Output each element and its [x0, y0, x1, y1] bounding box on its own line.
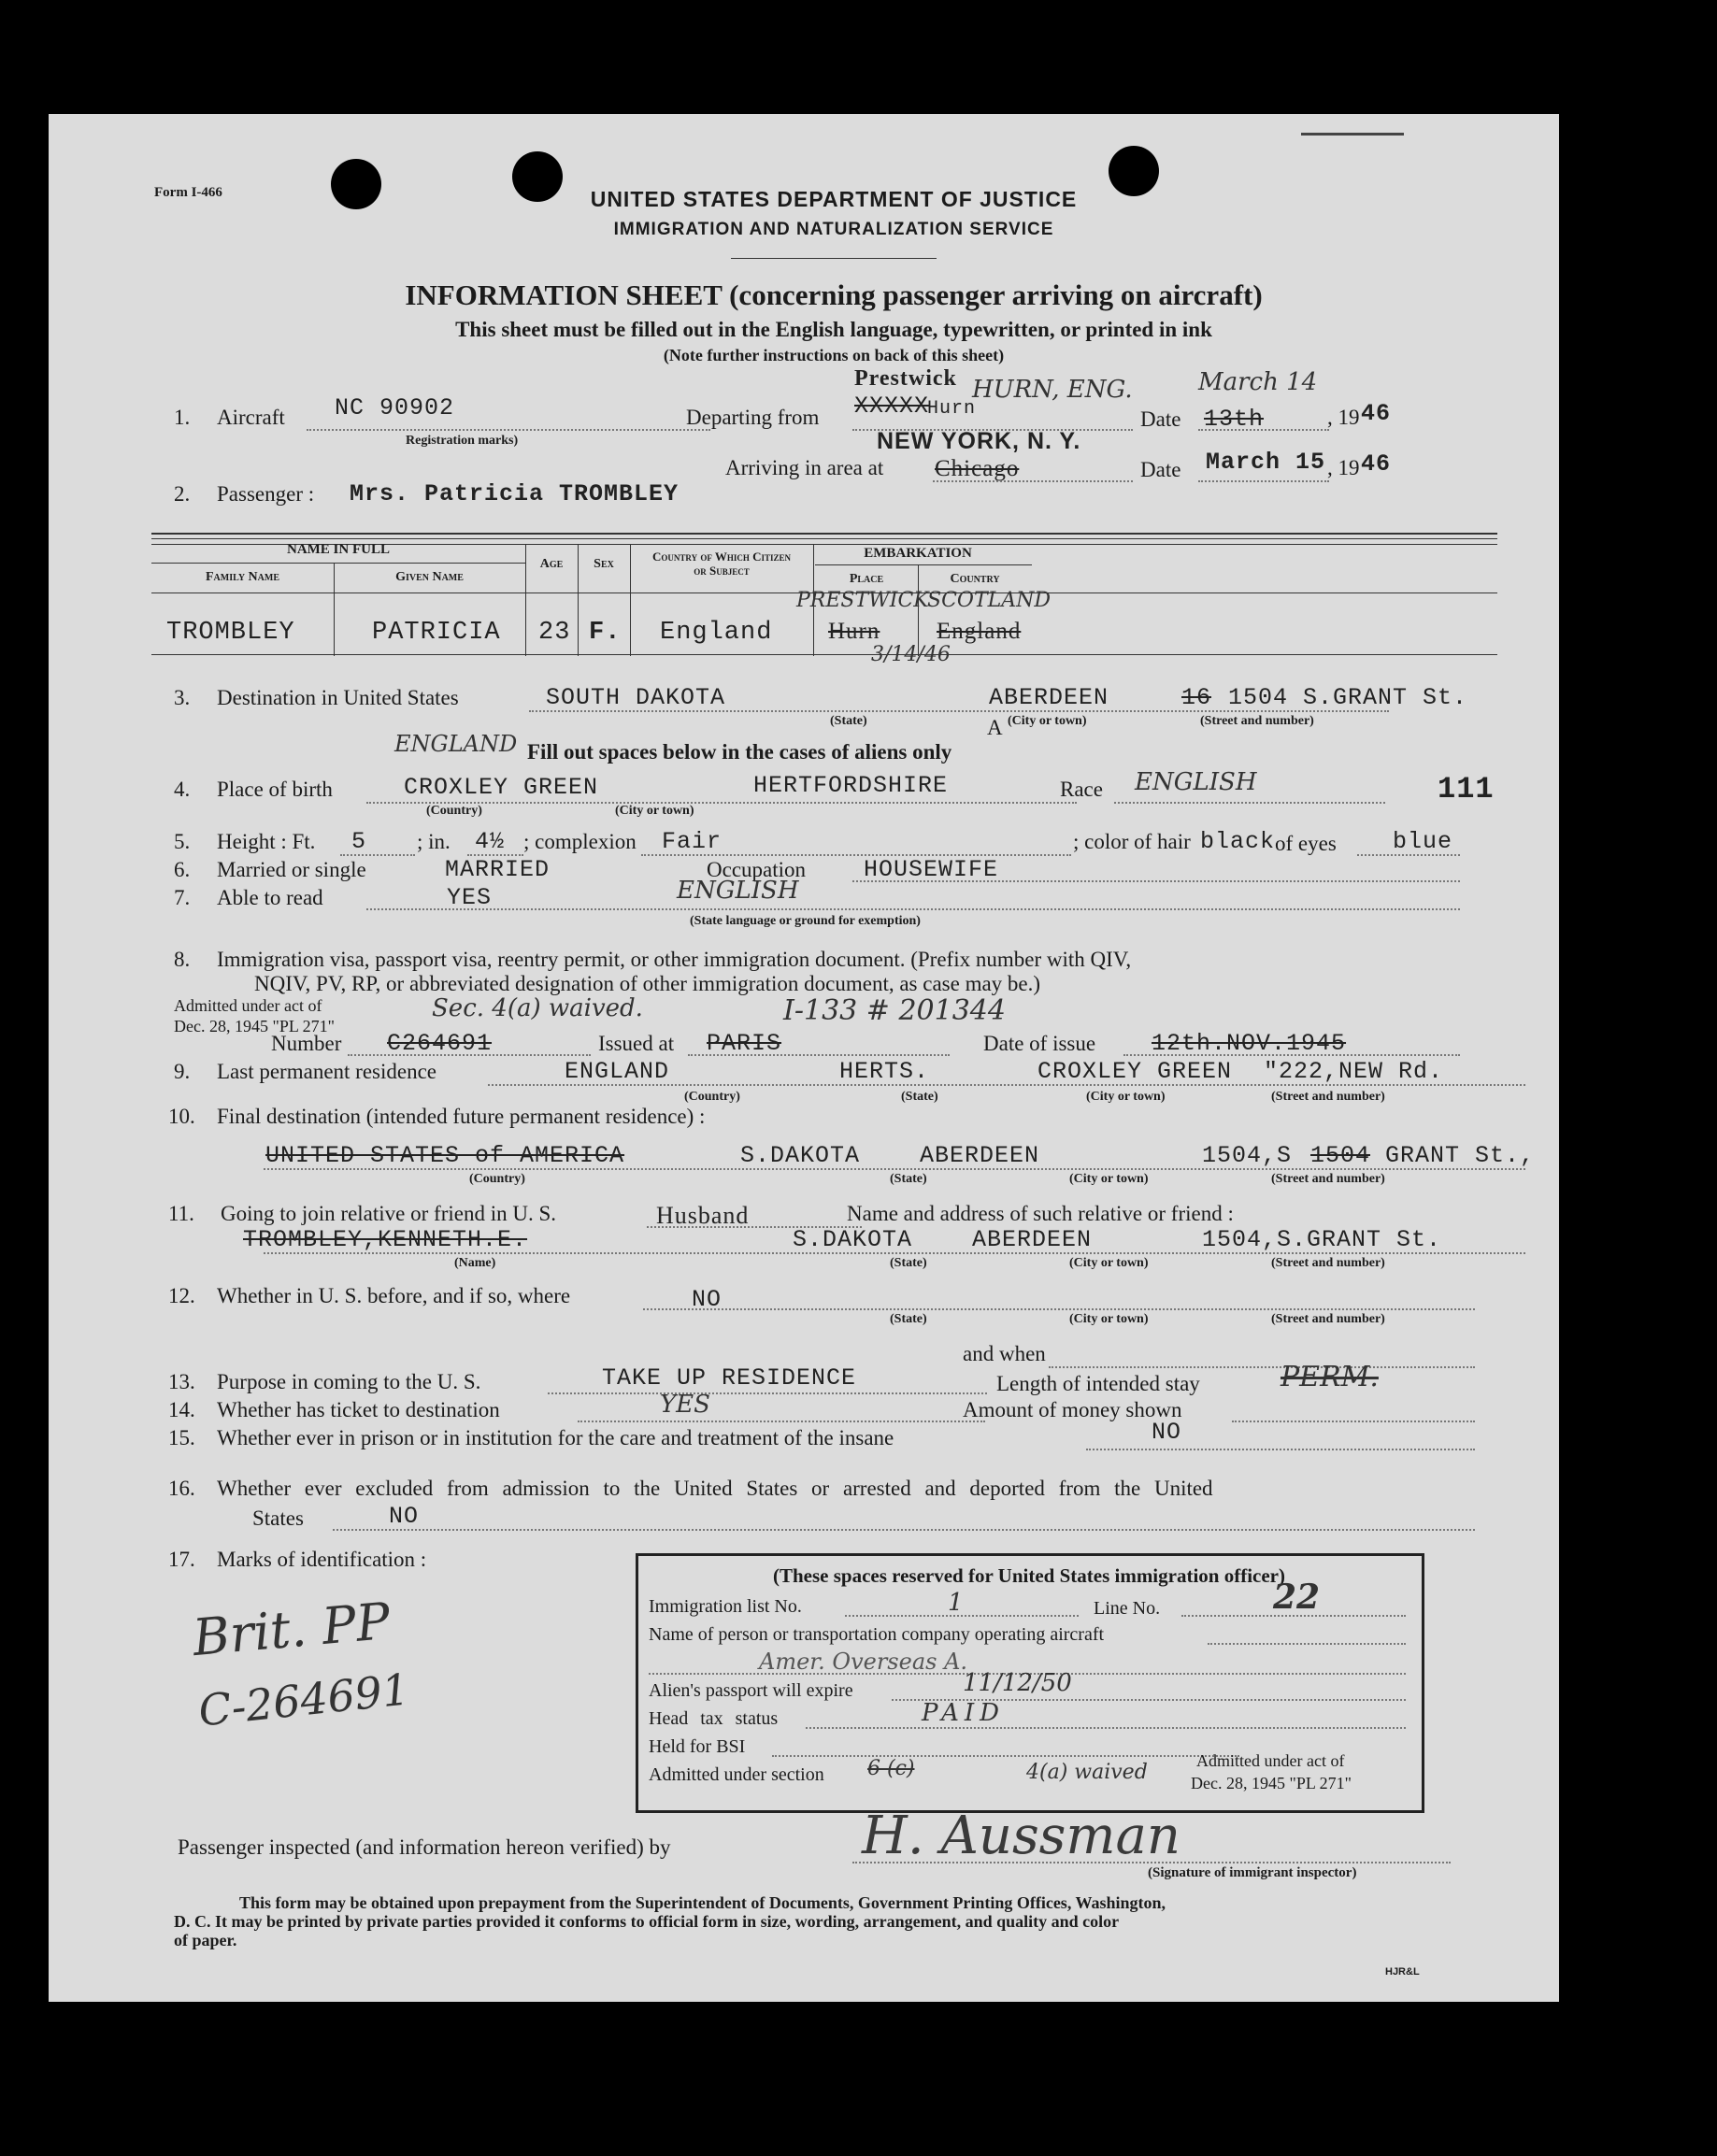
table-col-2 — [525, 544, 526, 656]
residence-city-caption: (City or town) — [1086, 1090, 1166, 1104]
aircraft-value: NC 90902 — [335, 394, 455, 421]
destination-street-caption: (Street and number) — [1200, 714, 1314, 728]
arrival-year: 46 — [1361, 450, 1392, 478]
relative-street-caption: (Street and number) — [1271, 1256, 1385, 1270]
table-row-given: PATRICIA — [372, 619, 501, 647]
punch-hole-left — [331, 159, 381, 209]
prison-value: NO — [1152, 1419, 1182, 1446]
passenger-label: Passenger : — [217, 482, 315, 506]
date-label: Date — [1140, 407, 1181, 431]
officer-bsi-label: Held for BSI — [649, 1736, 746, 1757]
punch-hole-right — [1109, 146, 1159, 196]
table-row-sex: F. — [589, 619, 622, 647]
table-given-header: Given Name — [395, 570, 464, 584]
eyes-value: blue — [1393, 828, 1453, 855]
date-of-issue-label: Date of issue — [983, 1032, 1096, 1055]
purpose-value: TAKE UP RESIDENCE — [602, 1364, 857, 1392]
residence-country-caption: (Country) — [684, 1090, 740, 1104]
year-value: 46 — [1361, 400, 1392, 427]
item-6-number: 6. — [174, 858, 191, 881]
table-row-country-struck: England — [937, 619, 1022, 644]
visa-text-2: NQIV, PV, RP, or abbreviated designation of other immigration document, as case may be.) — [254, 972, 1041, 995]
residence-city: CROXLEY GREEN — [1037, 1058, 1233, 1085]
final-destination-label: Final destination (intended future permanent residence) : — [217, 1105, 706, 1128]
prison-label: Whether ever in prison or in institution for the care and treatment of the insane — [217, 1426, 894, 1449]
destination-a-mark: A — [987, 716, 1003, 739]
hair-value: black — [1200, 828, 1276, 855]
issued-label: Issued at — [598, 1032, 675, 1055]
table-name-rule — [151, 563, 525, 564]
departing-label: Departing from — [686, 406, 820, 429]
excluded-dots — [333, 1529, 1475, 1531]
table-name-in-full: NAME IN FULL — [286, 542, 390, 557]
officer-list-value: 1 — [948, 1589, 964, 1617]
table-row-country-hw: SCOTLAND — [927, 589, 1051, 612]
signature-dots — [852, 1862, 1451, 1863]
departing-prestwick: Prestwick — [854, 366, 957, 391]
relative-name: TROMBLEY,KENNETH.E. — [243, 1226, 528, 1253]
item-10-number: 10. — [168, 1105, 195, 1128]
footer-text-2: D. C. It may be printed by private parties provided it conforms to official form in size, wording, arrangement, and quality and color — [174, 1912, 1120, 1931]
final-destination-street: 1504,S — [1202, 1142, 1293, 1169]
table-row-place-struck: Hurn — [828, 619, 880, 644]
residence-label: Last permanent residence — [217, 1060, 436, 1083]
prison-dots — [1086, 1449, 1475, 1450]
married-value: MARRIED — [445, 856, 551, 883]
height-ft: 5 — [351, 828, 367, 855]
form-number: Form I-466 — [154, 185, 222, 200]
item-16-number: 16. — [168, 1477, 195, 1500]
final-destination-street-2: GRANT St., — [1385, 1142, 1536, 1169]
birth-county: HERTFORDSHIRE — [753, 772, 949, 799]
footer-text-3: of paper. — [174, 1931, 237, 1949]
visa-handwritten-number: I-133 # 201344 — [783, 994, 1006, 1027]
destination-city-caption: (City or town) — [1008, 714, 1087, 728]
before-value: NO — [692, 1286, 723, 1313]
before-dots — [643, 1308, 1475, 1310]
departing-handwritten: HURN, ENG. — [972, 376, 1133, 404]
purpose-dots — [548, 1392, 987, 1394]
before-label: Whether in U. S. before, and if so, where — [217, 1284, 571, 1307]
residence-country: ENGLAND — [565, 1058, 670, 1085]
item-17-number: 17. — [168, 1548, 195, 1571]
date-handwritten: March 14 — [1198, 368, 1318, 396]
departing-hurn: Hurn — [927, 398, 977, 420]
table-place-header: Place — [849, 572, 884, 586]
relative-city: ABERDEEN — [972, 1226, 1093, 1253]
item-4-number: 4. — [174, 778, 191, 801]
visa-stamp-1: Admitted under act of — [174, 996, 322, 1015]
department-heading: UNITED STATES DEPARTMENT OF JUSTICE — [590, 187, 1078, 211]
join-relation: Husband — [656, 1202, 750, 1229]
height-in: 4½ — [475, 828, 506, 855]
marks-handwritten-2: C-264691 — [195, 1663, 412, 1736]
item-11-number: 11. — [168, 1202, 194, 1225]
residence-street: "222,NEW Rd. — [1264, 1058, 1444, 1085]
table-rule-top1 — [151, 533, 1497, 535]
relative-street: 1504,S.GRANT St. — [1202, 1226, 1442, 1253]
table-bottom — [151, 654, 1497, 655]
race-code: 111 — [1438, 772, 1495, 807]
read-language: ENGLISH — [677, 877, 799, 905]
form-note: (Note further instructions on back of this sheet) — [663, 346, 1005, 364]
item-14-number: 14. — [168, 1398, 195, 1421]
relative-city-caption: (City or town) — [1069, 1256, 1149, 1270]
officer-heading: (These spaces reserved for United States immigration officer) — [772, 1564, 1285, 1587]
ticket-dots — [578, 1421, 985, 1422]
visa-number-value: C264691 — [387, 1030, 493, 1057]
purpose-label: Purpose in coming to the U. S. — [217, 1370, 481, 1393]
arrival-date-label: Date — [1140, 458, 1181, 481]
residence-state: HERTS. — [839, 1058, 930, 1085]
visa-number-dots — [348, 1054, 591, 1056]
read-label: Able to read — [217, 886, 323, 909]
residence-state-caption: (State) — [901, 1090, 938, 1104]
final-street-caption: (Street and number) — [1271, 1172, 1385, 1186]
header-rule — [731, 258, 937, 259]
excluded-text-2: States — [252, 1506, 304, 1530]
table-col-4 — [630, 544, 631, 656]
table-embarkation-header: EMBARKATION — [864, 546, 972, 561]
join-label: Going to join relative or friend in U. S. — [221, 1202, 556, 1225]
form-title: INFORMATION SHEET (concerning passenger arriving on aircraft) — [405, 278, 1263, 311]
relative-name-caption: (Name) — [454, 1256, 496, 1270]
top-marks — [1301, 133, 1404, 139]
arriving-chicago: Chicago — [935, 456, 1020, 481]
final-city-caption: (City or town) — [1069, 1172, 1149, 1186]
relative-address-label: Name and address of such relative or friend : — [847, 1202, 1234, 1225]
read-value: YES — [447, 884, 493, 911]
height-label: Height : Ft. — [217, 830, 316, 853]
officer-expire-value: 11/12/50 — [963, 1669, 1072, 1697]
occupation-value: HOUSEWIFE — [864, 856, 999, 883]
officer-bsi-dots — [772, 1755, 1239, 1757]
birth-place: CROXLEY GREEN — [404, 774, 599, 801]
item-2-number: 2. — [174, 482, 191, 506]
table-row-place-hw: PRESTWICK — [796, 589, 929, 612]
ticket-label: Whether has ticket to destination — [217, 1398, 500, 1421]
table-family-header: Family Name — [205, 570, 280, 584]
item-5-number: 5. — [174, 830, 191, 853]
arriving-ny: NEW YORK, N. Y. — [877, 428, 1081, 454]
table-emb-country-header: Country — [950, 572, 1000, 586]
excluded-value: NO — [389, 1503, 420, 1530]
table-row-age: 23 — [538, 619, 571, 647]
destination-state-caption: (State) — [830, 714, 867, 728]
officer-tax-label: Head tax status — [649, 1708, 779, 1729]
officer-section-struck: 6 (c) — [867, 1757, 915, 1780]
destination-state: SOUTH DAKOTA — [546, 684, 726, 711]
occupation-dots — [852, 880, 1460, 882]
table-col-3 — [578, 544, 579, 656]
final-state-caption: (State) — [890, 1172, 927, 1186]
aircraft-dots — [307, 429, 710, 431]
officer-line-value: 22 — [1273, 1578, 1321, 1617]
form-subtitle: This sheet must be filled out in the English language, typewritten, or printed in ink — [455, 318, 1212, 341]
table-country-header: Country of Which Citizen or Subject — [652, 550, 791, 578]
table-sex-header: Sex — [594, 557, 614, 571]
height-in-label: ; in. — [417, 830, 451, 853]
aliens-heading: Fill out spaces below in the cases of aliens only — [527, 740, 952, 764]
birth-country-caption: (Country) — [426, 804, 482, 818]
eyes-label: of eyes — [1275, 832, 1337, 855]
arrival-date-dots — [1198, 480, 1329, 482]
birth-label: Place of birth — [217, 778, 333, 801]
aircraft-label: Aircraft — [217, 406, 285, 429]
table-embark-rule — [815, 564, 1032, 565]
officer-company-value: Amer. Overseas A. — [759, 1649, 968, 1675]
stay-value: PERM. — [1281, 1361, 1379, 1393]
excluded-text-1: Whether ever excluded from admission to the United States or arrested and deported from the United — [217, 1477, 1213, 1500]
footer-text-1: This form may be obtained upon prepayment from the Superintendent of Documents, Government Printing Offices, Washington, — [239, 1893, 1166, 1912]
date-of-issue-value: 12th.NOV.1945 — [1152, 1030, 1347, 1057]
table-row-date-hw: 3/14/46 — [871, 643, 951, 666]
stay-label: Length of intended stay — [996, 1372, 1200, 1395]
officer-section-value: 4(a) waived — [1026, 1761, 1148, 1784]
complexion-label: ; complexion — [523, 830, 637, 853]
officer-tax-dots — [806, 1727, 1406, 1729]
visa-text-1: Immigration visa, passport visa, reentry permit, or other immigration document. (Prefix number with QIV, — [217, 948, 1132, 971]
passenger-value: Mrs. Patricia TROMBLEY — [350, 480, 680, 507]
destination-city: ABERDEEN — [989, 684, 1109, 711]
signature-caption: (Signature of immigrant inspector) — [1148, 1865, 1357, 1880]
residence-street-caption: (Street and number) — [1271, 1090, 1385, 1104]
final-destination-state: S.DAKOTA — [740, 1142, 861, 1169]
item-9-number: 9. — [174, 1060, 191, 1083]
officer-section-label: Admitted under section — [649, 1764, 824, 1785]
item-7-number: 7. — [174, 886, 191, 909]
final-destination-city: ABERDEEN — [920, 1142, 1040, 1169]
visa-number-label: Number — [271, 1032, 342, 1055]
officer-stamp-2: Dec. 28, 1945 "PL 271" — [1191, 1774, 1352, 1792]
item-15-number: 15. — [168, 1426, 195, 1449]
money-dots — [1232, 1421, 1475, 1422]
registration-caption: Registration marks) — [406, 434, 519, 448]
final-destination-country: UNITED STATES of AMERICA — [265, 1142, 625, 1169]
race-value: ENGLISH — [1135, 768, 1257, 796]
officer-tax-value: PAID — [922, 1699, 1005, 1727]
arriving-label: Arriving in area at — [725, 456, 884, 479]
inspector-signature: H. Aussman — [862, 1806, 1180, 1866]
before-state-caption: (State) — [890, 1312, 927, 1326]
hair-label: ; color of hair — [1073, 830, 1191, 853]
destination-label: Destination in United States — [217, 686, 459, 709]
year-prefix: , 19 — [1327, 406, 1360, 429]
officer-line-label: Line No. — [1094, 1598, 1161, 1619]
when-dots — [1049, 1366, 1475, 1368]
final-destination-street-struck: 1504 — [1310, 1142, 1371, 1169]
race-label: Race — [1060, 778, 1103, 801]
service-heading: IMMIGRATION AND NATURALIZATION SERVICE — [613, 220, 1054, 239]
table-age-header: Age — [539, 557, 564, 571]
punch-hole-center — [512, 151, 563, 202]
read-caption: (State language or ground for exemption) — [690, 914, 921, 928]
married-label: Married or single — [217, 858, 366, 881]
officer-stamp-1: Admitted under act of — [1196, 1751, 1345, 1770]
arriving-dots — [933, 480, 1133, 482]
visa-handwritten-section: Sec. 4(a) waived. — [432, 994, 643, 1022]
table-row-citizen: England — [660, 619, 773, 647]
race-dots — [1114, 802, 1385, 804]
before-street-caption: (Street and number) — [1271, 1312, 1385, 1326]
table-row-family: TROMBLEY — [166, 619, 295, 647]
ticket-value: YES — [660, 1391, 710, 1419]
arrival-date: March 15 — [1206, 449, 1326, 476]
date-of-issue-dots — [1123, 1054, 1460, 1056]
date-dots — [1198, 429, 1329, 431]
when-label: and when — [963, 1342, 1046, 1365]
table-rule-top2 — [151, 538, 1497, 539]
printer-mark: HJR&L — [1385, 1966, 1420, 1978]
officer-company-dots — [1208, 1643, 1406, 1645]
date-struck: 13th — [1204, 406, 1265, 433]
officer-expire-label: Alien's passport will expire — [649, 1680, 853, 1701]
complexion-value: Fair — [662, 828, 723, 855]
birth-city-caption: (City or town) — [615, 804, 694, 818]
item-1-number: 1. — [174, 406, 191, 429]
arrival-year-prefix: , 19 — [1327, 456, 1360, 479]
item-13-number: 13. — [168, 1370, 195, 1393]
form-sheet — [49, 114, 1559, 2002]
issued-value: PARIS — [707, 1030, 782, 1057]
occupation-label: Occupation — [707, 858, 807, 881]
relative-state: S.DAKOTA — [793, 1226, 913, 1253]
visa-stamp-2: Dec. 28, 1945 "PL 271" — [174, 1017, 336, 1035]
marks-label: Marks of identification : — [217, 1548, 427, 1571]
table-col-1 — [334, 563, 335, 656]
relative-state-caption: (State) — [890, 1256, 927, 1270]
money-label: Amount of money shown — [963, 1398, 1182, 1421]
destination-street-struck: 16 — [1181, 684, 1212, 711]
marks-handwritten-1: Brit. PP — [190, 1591, 393, 1668]
final-country-caption: (Country) — [469, 1172, 525, 1186]
aliens-handwritten: ENGLAND — [394, 731, 518, 757]
departing-xxxxx: XXXXX — [854, 393, 930, 420]
issued-dots — [688, 1054, 950, 1056]
before-city-caption: (City or town) — [1069, 1312, 1149, 1326]
officer-list-label: Immigration list No. — [649, 1596, 802, 1617]
item-8-number: 8. — [174, 948, 191, 971]
item-3-number: 3. — [174, 686, 191, 709]
destination-street: 1504 S.GRANT St. — [1228, 684, 1468, 711]
officer-company-label: Name of person or transportation company operating aircraft — [649, 1624, 1105, 1645]
item-12-number: 12. — [168, 1284, 195, 1307]
read-dots — [366, 908, 1460, 910]
inspected-label: Passenger inspected (and information hereon verified) by — [178, 1835, 671, 1859]
